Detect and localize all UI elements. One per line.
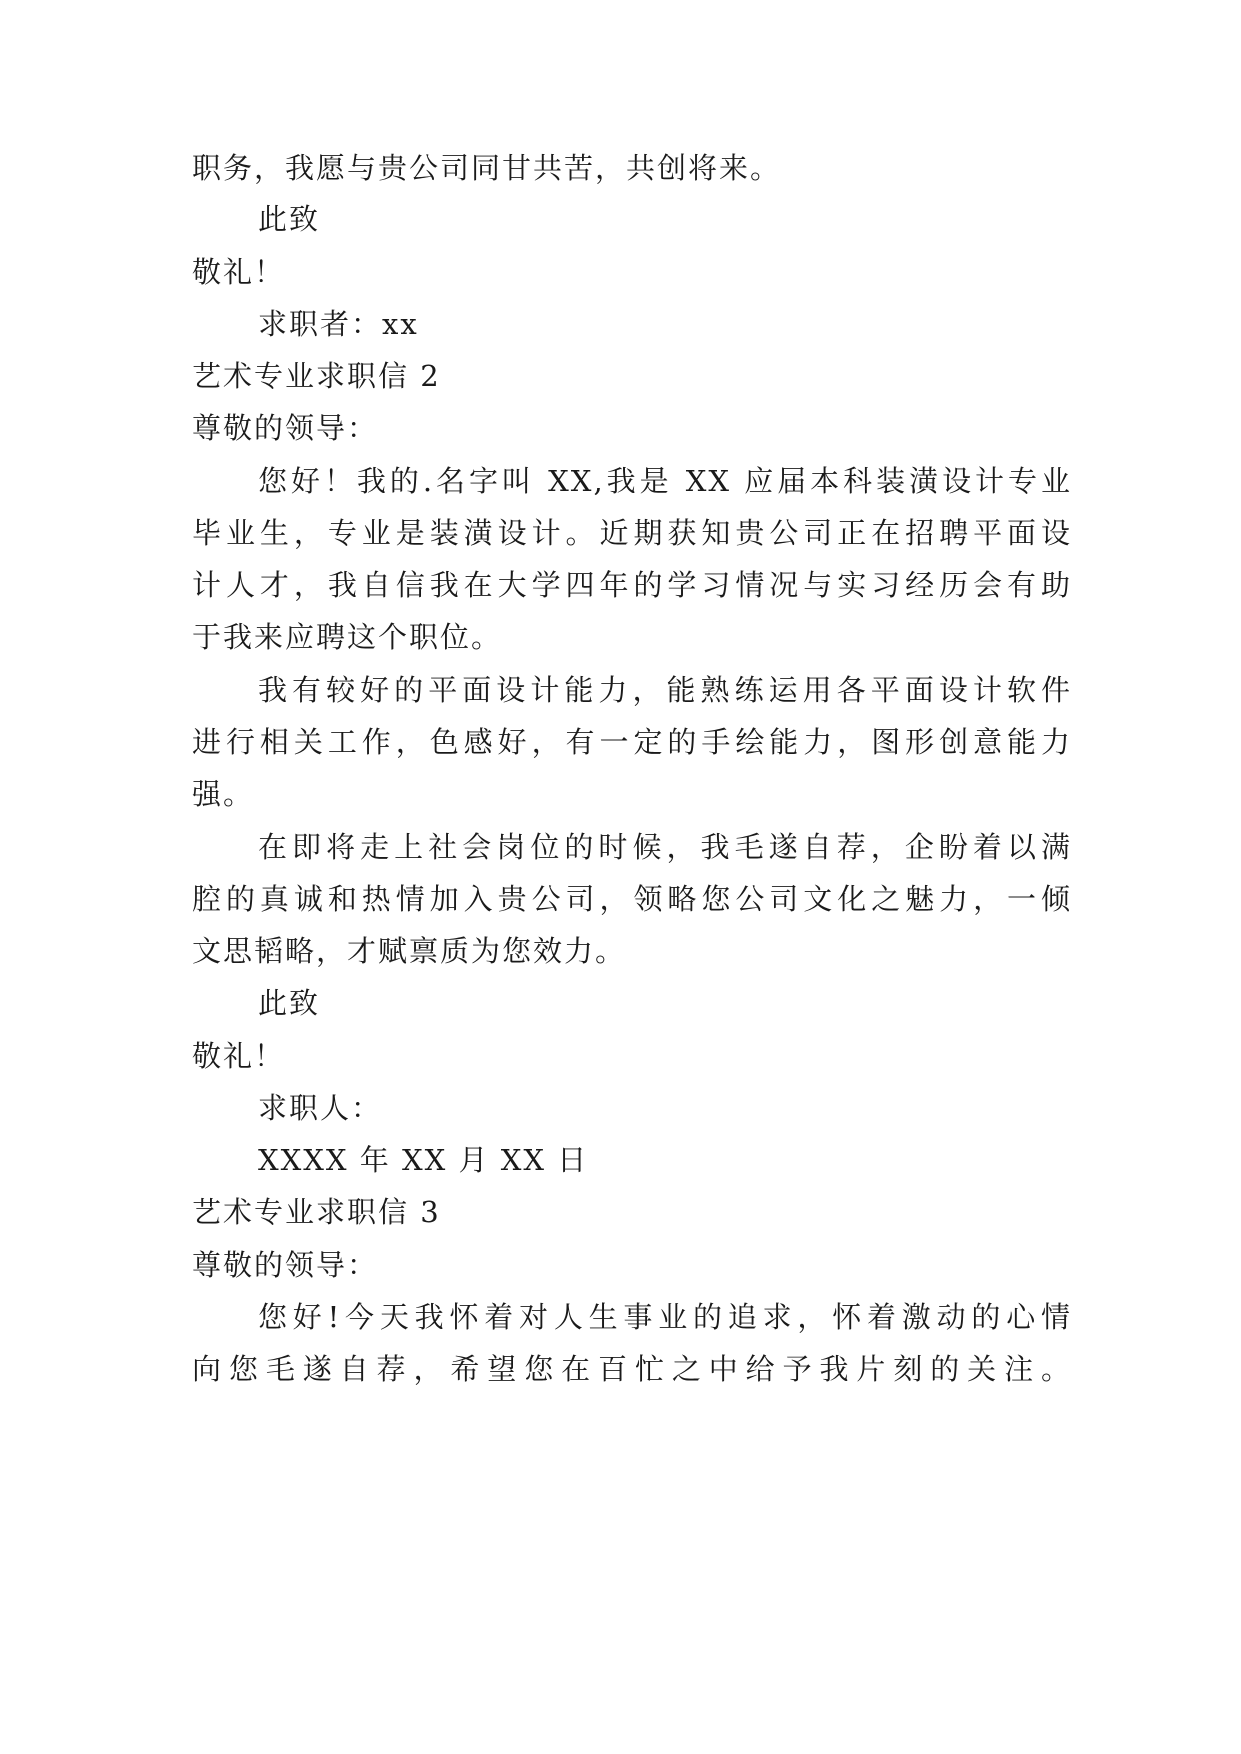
letter3-p1-line: 您好!今天我怀着对人生事业的追求，怀着激动的心情	[258, 1300, 1072, 1334]
letter1-regards: 敬礼！	[192, 255, 286, 289]
letter3-greeting: 尊敬的领导：	[192, 1248, 379, 1282]
letter3-p1-line: 向您毛遂自荐，希望您在百忙之中给予我片刻的关注。	[192, 1352, 1072, 1386]
letter2-date: XXXX 年 XX 月 XX 日	[258, 1143, 589, 1177]
letter1-salutation: 此致	[258, 202, 321, 236]
letter3-title: 艺术专业求职信 3	[192, 1195, 441, 1229]
letter2-p3-line: 文思韬略，才赋禀质为您效力。	[192, 934, 627, 968]
letter2-p3-line: 腔的真诚和热情加入贵公司，领略您公司文化之魅力，一倾	[192, 882, 1072, 916]
letter2-title: 艺术专业求职信 2	[192, 359, 441, 393]
letter2-p2-line: 强。	[192, 777, 255, 811]
letter1-closing-line: 职务，我愿与贵公司同甘共苦，共创将来。	[192, 151, 782, 185]
letter2-p1-line: 于我来应聘这个职位。	[192, 620, 503, 654]
letter2-salutation: 此致	[258, 986, 321, 1020]
letter2-p1-line: 您好！我的.名字叫 XX,我是 XX 应届本科装潢设计专业	[258, 464, 1072, 498]
letter2-greeting: 尊敬的领导：	[192, 411, 379, 445]
letter2-signer: 求职人：	[258, 1091, 383, 1125]
letter2-p3-line: 在即将走上社会岗位的时候，我毛遂自荐，企盼着以满	[258, 830, 1072, 864]
letter2-p1-line: 计人才，我自信我在大学四年的学习情况与实习经历会有助	[192, 568, 1072, 602]
letter1-signer: 求职者：xx	[258, 307, 419, 341]
letter2-p2-line: 进行相关工作，色感好，有一定的手绘能力，图形创意能力	[192, 725, 1072, 759]
letter2-regards: 敬礼！	[192, 1039, 286, 1073]
letter2-p2-line: 我有较好的平面设计能力，能熟练运用各平面设计软件	[258, 673, 1072, 707]
letter2-p1-line: 毕业生，专业是装潢设计。近期获知贵公司正在招聘平面设	[192, 516, 1072, 550]
